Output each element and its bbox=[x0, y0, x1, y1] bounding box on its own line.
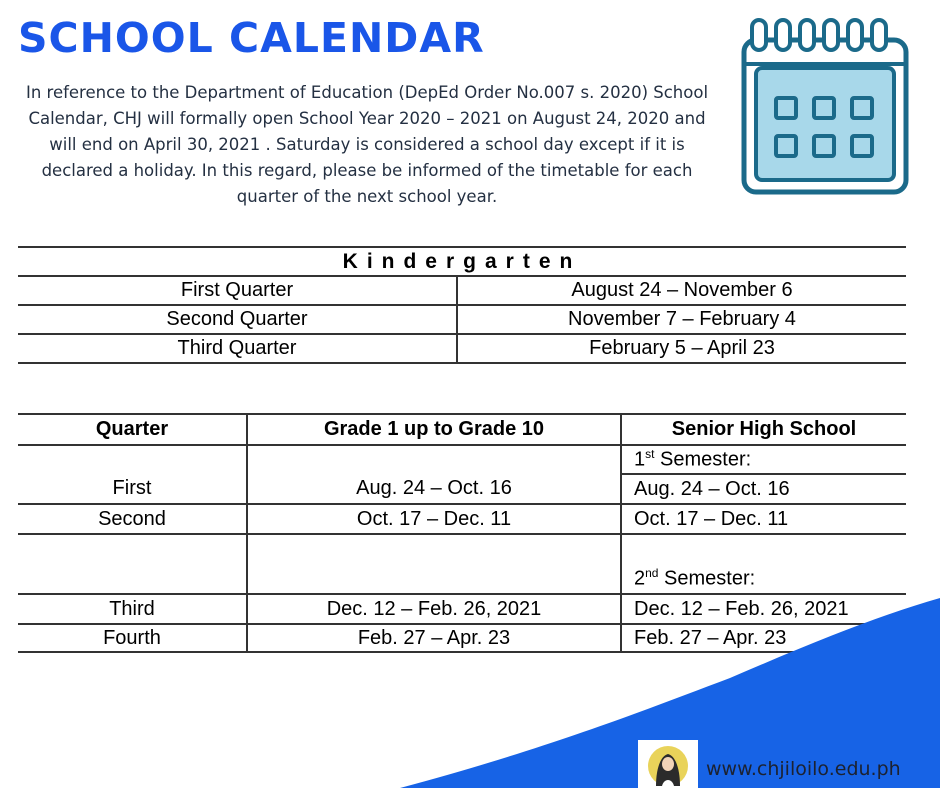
empty-cell bbox=[247, 534, 621, 594]
header-quarter: Quarter bbox=[18, 414, 247, 445]
empty-cell bbox=[18, 534, 247, 594]
quarter-cell: First Quarter bbox=[18, 276, 457, 305]
quarter-cell: Fourth bbox=[18, 624, 247, 652]
grade-cell: Dec. 12 – Feb. 26, 2021 bbox=[247, 594, 621, 624]
dates-cell: February 5 – April 23 bbox=[457, 334, 906, 363]
header-shs: Senior High School bbox=[621, 414, 906, 445]
empty-cell bbox=[18, 445, 247, 474]
shs-cell: Feb. 27 – Apr. 23 bbox=[621, 624, 906, 652]
table-row bbox=[18, 305, 906, 334]
intro-paragraph: In reference to the Department of Education (DepEd Order No.007 s. 2020) School Calendar, CHJ will formally open School Year 2020 – 2021 on August 24, 2020 and will end on April 30, 2021 . Saturday is considered a school day except if it is declared a holiday. In this regard, please be informed of the timetable for each quarter of the next school year. bbox=[25, 83, 709, 206]
calendar-icon bbox=[738, 10, 912, 200]
header-row bbox=[18, 414, 906, 445]
table-row bbox=[18, 334, 906, 363]
school-logo bbox=[638, 740, 698, 788]
grade-cell: Feb. 27 – Apr. 23 bbox=[247, 624, 621, 652]
table-row bbox=[18, 504, 906, 534]
table-row bbox=[18, 474, 906, 504]
kindergarten-heading: Kindergarten bbox=[18, 247, 906, 276]
quarter-cell: First bbox=[18, 474, 247, 504]
dates-cell: August 24 – November 6 bbox=[457, 276, 906, 305]
shs-cell: Oct. 17 – Dec. 11 bbox=[621, 504, 906, 534]
grade-cell: Aug. 24 – Oct. 16 bbox=[247, 474, 621, 504]
second-semester-label: 2nd Semester: bbox=[634, 566, 756, 590]
first-semester-label: 1st Semester: bbox=[621, 445, 906, 474]
quarter-cell: Third bbox=[18, 594, 247, 624]
kindergarten-table bbox=[18, 246, 906, 364]
page-title: SCHOOL CALENDAR bbox=[18, 14, 485, 62]
shs-cell: Aug. 24 – Oct. 16 bbox=[621, 474, 906, 504]
quarter-cell: Second bbox=[18, 504, 247, 534]
quarter-cell: Third Quarter bbox=[18, 334, 457, 363]
grade-cell: Oct. 17 – Dec. 11 bbox=[247, 504, 621, 534]
quarter-cell: Second Quarter bbox=[18, 305, 457, 334]
website-url[interactable]: www.chjiloilo.edu.ph bbox=[706, 758, 901, 780]
shs-cell: Dec. 12 – Feb. 26, 2021 bbox=[621, 594, 906, 624]
empty-cell bbox=[247, 445, 621, 474]
header-grade: Grade 1 up to Grade 10 bbox=[247, 414, 621, 445]
dates-cell: November 7 – February 4 bbox=[457, 305, 906, 334]
table-row bbox=[18, 276, 906, 305]
